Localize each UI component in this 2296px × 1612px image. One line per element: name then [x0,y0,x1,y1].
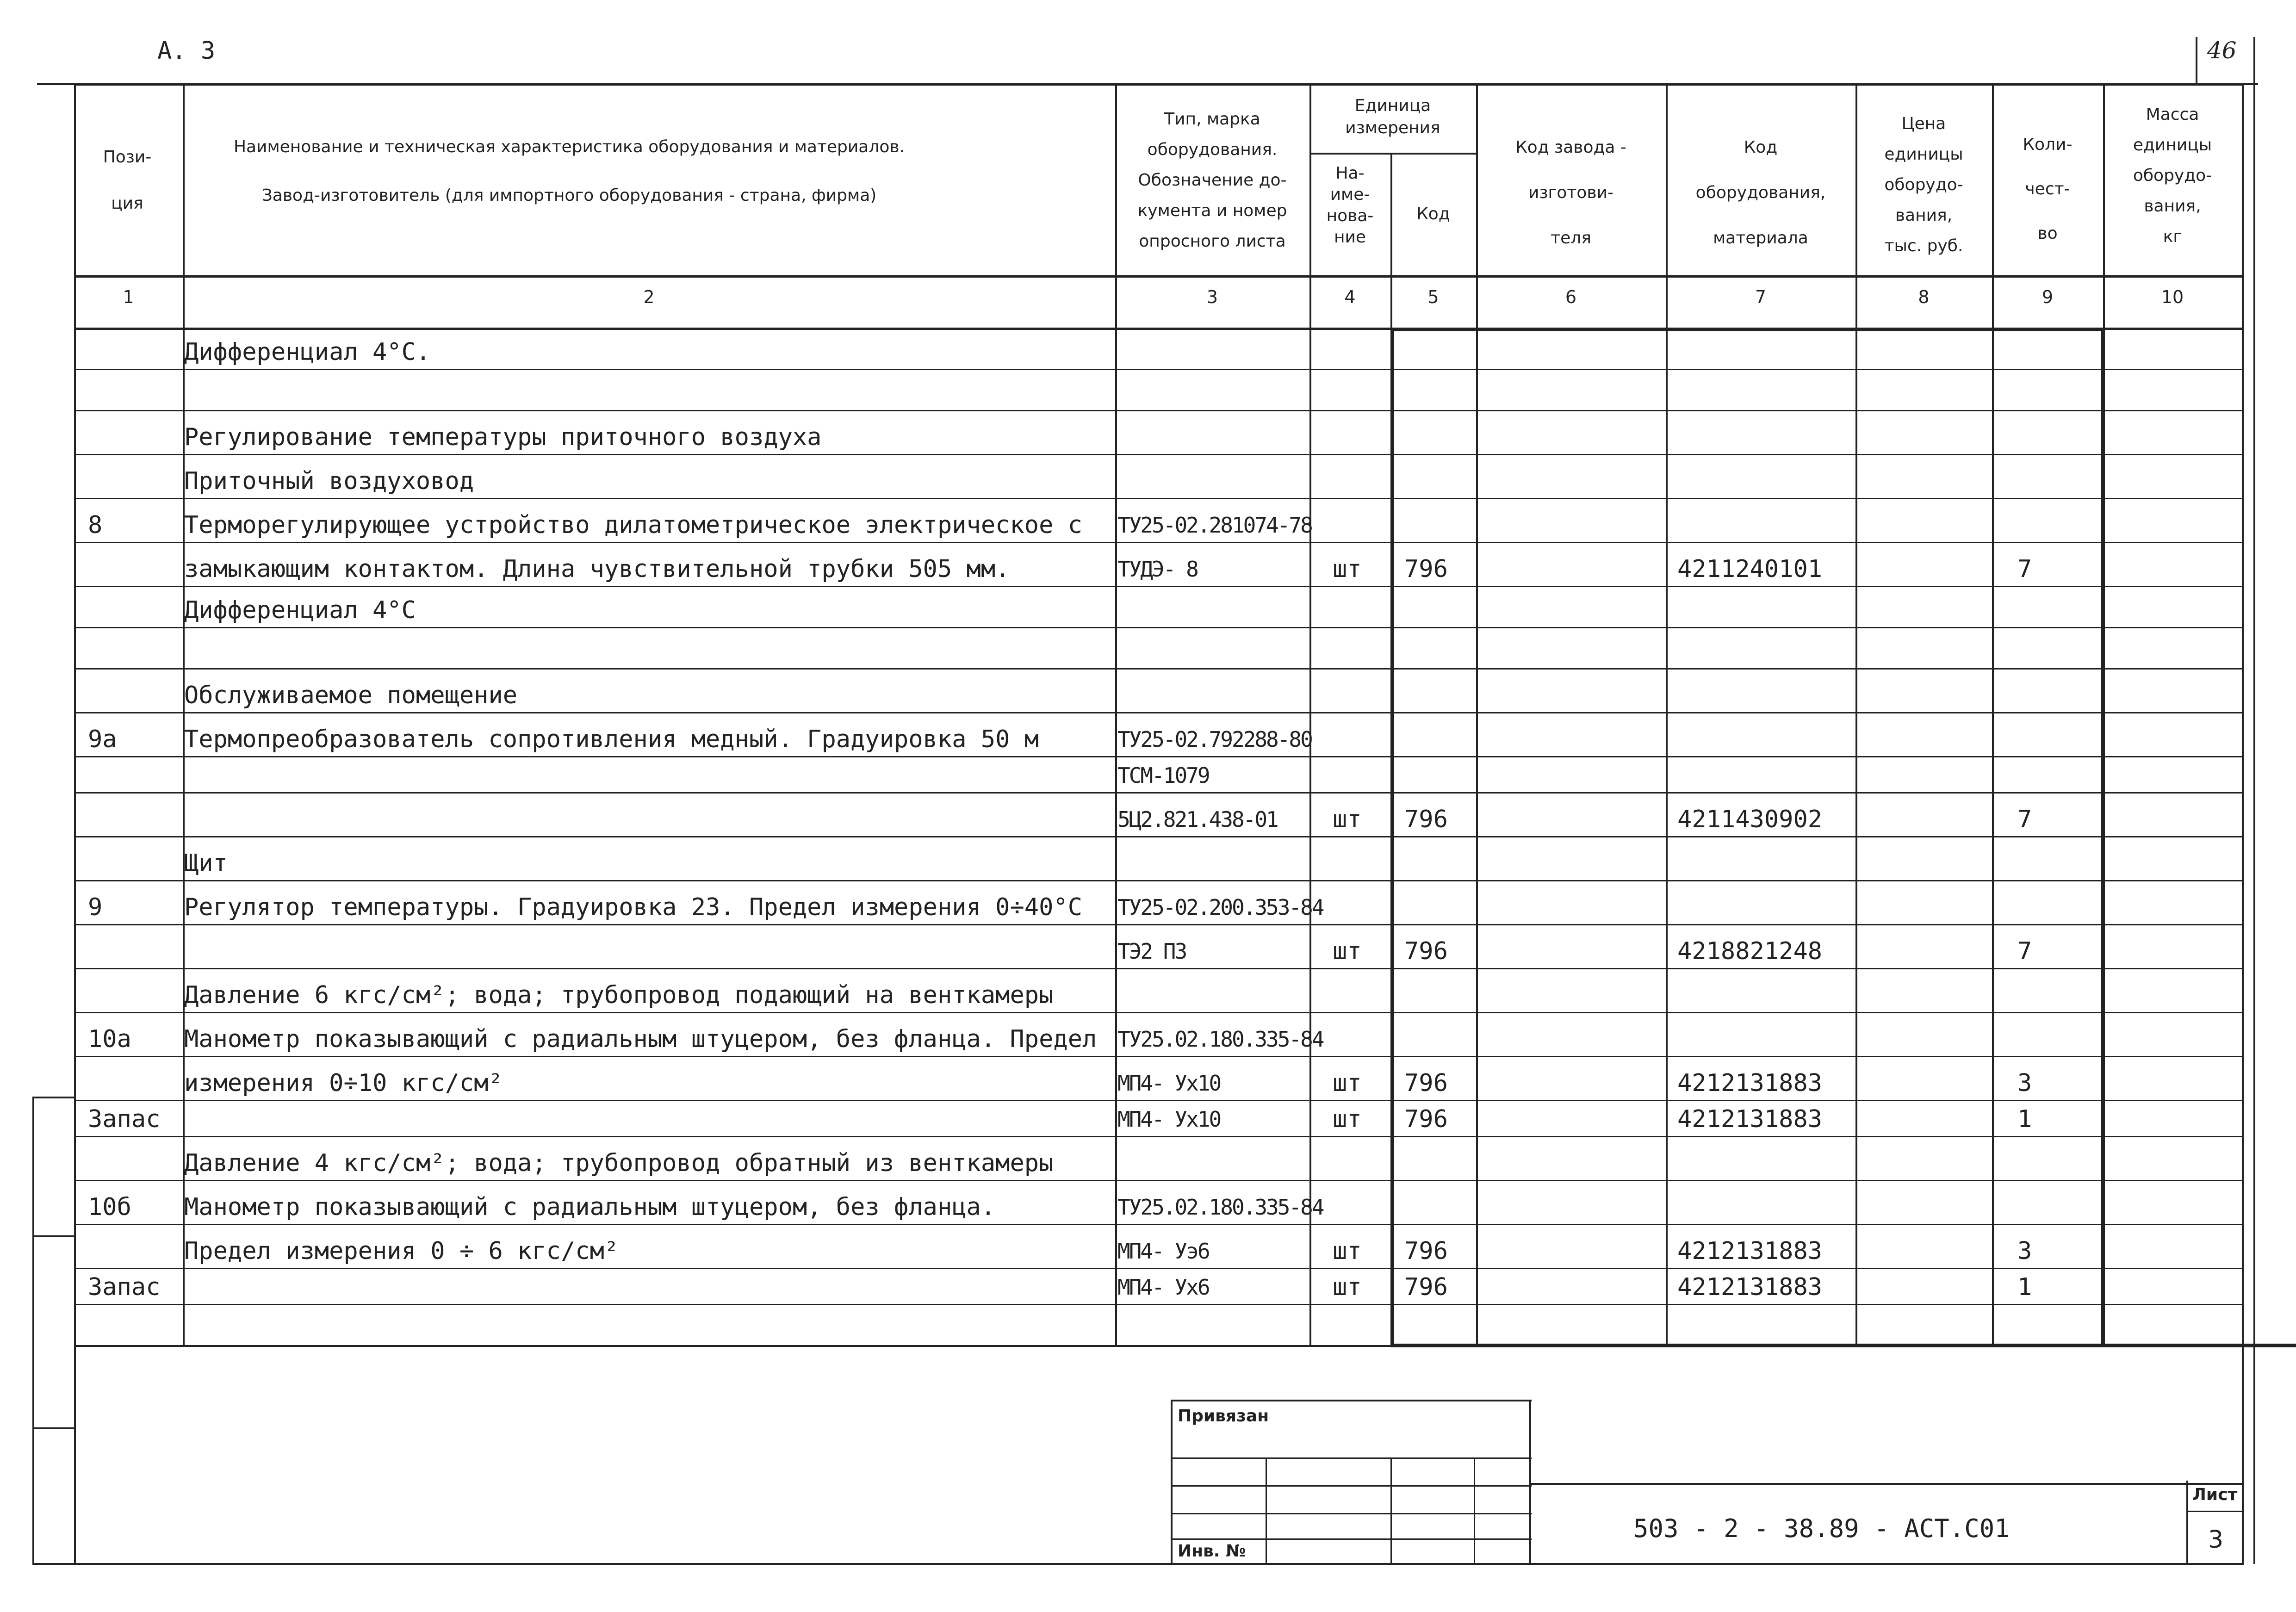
cell-quantity: 1 [2017,1105,2032,1133]
column-number: 9 [2042,287,2054,307]
cell-name: Регулятор температуры. Градуировка 23. Предел измерения 0÷40°С [184,893,1083,921]
row-rule [74,756,2242,757]
row-rule [74,880,2242,881]
margin-tick1 [32,1097,74,1098]
stamp-inv-label: Инв. № [1178,1542,1246,1561]
margin-tick3 [32,1427,74,1429]
col-rule [1666,83,1668,1345]
col-rule [1855,83,1857,1345]
row-rule [74,668,2242,670]
cell-name: Дифференциал 4°С [184,596,416,624]
column-number: 7 [1755,287,1767,307]
row-rule [74,836,2242,837]
margin-tick2 [32,1235,74,1237]
cell-type: 5Ц2.821.438-01 [1117,807,1278,832]
row-rule [74,454,2242,455]
cell-type: МП4- Ух6 [1117,1275,1209,1300]
row-rule [74,542,2242,543]
cell-unit: шт [1333,806,1362,833]
cell-equipment-code: 4212131883 [1677,1069,1823,1097]
cell-quantity: 3 [2017,1069,2032,1097]
stamp-h4 [1171,1538,1532,1540]
header-unit-code: Код [1416,205,1450,223]
header-unit: Единица измерения [1345,96,1440,137]
cell-type: ТЭ2 П3 [1117,939,1186,964]
stamp-v3 [1474,1457,1475,1564]
header-factory-code: Код завода - изготови- теля [1515,138,1626,248]
cell-name: Манометр показывающий с радиальным штуцером, без фланца. [184,1193,996,1221]
cell-unit: шт [1333,1069,1362,1097]
cell-unit-code: 796 [1404,1105,1448,1133]
column-number: 6 [1565,287,1577,307]
cell-position: Запас [88,1273,161,1301]
row-rule [74,1012,2242,1013]
cell-name: Дифференциал 4°С. [184,338,431,366]
cell-type: ТУ25-02.792288-80 [1117,727,1312,752]
row-rule [74,924,2242,925]
cell-unit: шт [1333,1237,1362,1265]
cell-equipment-code: 4212131883 [1677,1273,1823,1301]
stamp-h3 [1171,1513,1532,1514]
row-rule [74,1136,2242,1137]
cell-type: ТУ25-02.281074-78 [1117,513,1312,538]
cell-name: Обслуживаемое помещение [184,682,518,709]
cell-unit-code: 796 [1404,937,1448,965]
cell-position: 8 [88,511,103,539]
sheetbox-mid [2186,1511,2244,1512]
cell-type: ТУ25.02.180.335-84 [1117,1195,1323,1220]
row-rule [74,1056,2242,1057]
row-rule [74,498,2242,499]
stamp-bound-label: Привязан [1178,1407,1269,1426]
cell-type: ТУДЭ- 8 [1117,557,1198,582]
cell-equipment-code: 4211240101 [1677,555,1823,583]
column-number: 8 [1918,287,1930,307]
unit-subhead [1309,153,1476,155]
cell-unit: шт [1333,555,1362,583]
row-rule [74,586,2242,587]
col-rule [1115,83,1117,1345]
cell-name: Давление 6 кгс/см²; вода; трубопровод подающий на венткамеры [184,981,1054,1009]
header-quantity: Коли- чест- во [2023,135,2073,243]
row-rule [74,1268,2242,1269]
stamp-top [1171,1400,1532,1401]
header-price: Цена единицы оборудо- вания, тыс. руб. [1884,114,1963,255]
pagebox-right [2253,37,2255,1564]
cell-equipment-code: 4212131883 [1677,1105,1823,1133]
row-rule [74,792,2242,794]
col-rule [74,83,76,1345]
header-mass: Масса единицы оборудо- вания, кг [2133,105,2212,246]
cell-name: Терморегулирующее устройство дилатометрическое электрическое с [184,511,1083,539]
cell-position: 10б [88,1193,131,1221]
cell-name: измерения 0÷10 кгс/см² [184,1069,503,1097]
table-top [74,83,2242,86]
cell-unit-code: 796 [1404,1069,1448,1097]
row-rule [74,410,2242,411]
stamp-v1 [1266,1457,1267,1564]
cell-name: Термопреобразователь сопротивления медный. Градуировка 50 м [184,725,1039,753]
cell-equipment-code: 4211430902 [1677,806,1823,833]
margin-left [32,1097,34,1564]
row-rule [74,1304,2242,1305]
cell-position: 9а [88,725,117,753]
row-rule [74,968,2242,969]
frame-bottom [32,1563,2244,1565]
header-name-line1: Наименование и техническая характеристика оборудования и материалов. [233,137,905,156]
row-rule [74,712,2242,713]
cell-name: Манометр показывающий с радиальным штуцером, без фланца. Предел [184,1025,1097,1053]
cell-equipment-code: 4218821248 [1677,937,1823,965]
column-number: 4 [1344,287,1356,307]
header-unit-name: На- име- нова- ние [1326,164,1374,247]
cell-name: Приточный воздуховод [184,467,474,495]
cell-type: ТУ25.02.180.335-84 [1117,1027,1323,1052]
sheet-number: 3 [2208,1526,2224,1554]
bold-left [1390,328,1394,1345]
cell-quantity: 7 [2017,806,2032,833]
row-rule [74,1224,2242,1225]
cell-name: Регулирование температуры приточного воздуха [184,423,822,451]
cell-quantity: 1 [2017,1273,2032,1301]
cell-quantity: 3 [2017,1237,2032,1265]
cell-type: ТСМ-1079 [1117,763,1209,788]
cell-quantity: 7 [2017,937,2032,965]
cell-name: замыкающим контактом. Длина чувствительной трубки 505 мм. [184,555,1010,583]
column-number: 2 [643,287,655,307]
cell-name: Предел измерения 0 ÷ 6 кгс/см² [184,1237,619,1265]
header-position: Пози- ция [103,148,152,213]
header-bottom [74,275,2242,278]
sheetbox-left [2186,1481,2188,1564]
bold-top [1390,328,2104,331]
col-rule [2242,83,2244,1345]
frame-left [74,1345,76,1564]
cell-quantity: 7 [2017,555,2032,583]
bold-right [2101,328,2104,1345]
cell-unit-code: 796 [1404,1273,1448,1301]
cell-equipment-code: 4212131883 [1677,1237,1823,1265]
col-rule [1309,83,1311,1345]
cell-type: МП4- Ух10 [1117,1107,1221,1132]
bold-bottom [1390,1344,2296,1347]
sheet-ref: А. 3 [157,37,216,65]
row-rule [74,1100,2242,1101]
cell-unit-code: 796 [1404,555,1448,583]
cell-unit-code: 796 [1404,806,1448,833]
cell-position: Запас [88,1105,161,1133]
titleblock-top [1529,1483,2244,1485]
cell-unit-code: 796 [1404,1237,1448,1265]
cell-position: 9 [88,893,103,921]
header-equipment-code: Код оборудования, материала [1695,138,1826,248]
column-number: 3 [1206,287,1218,307]
cell-unit: шт [1333,1105,1362,1133]
row-rule [74,1180,2242,1181]
doc-code: 503 - 2 - 38.89 - АСТ.С01 [1633,1514,2010,1543]
sheet-label: Лист [2192,1485,2238,1504]
column-number: 1 [123,287,134,307]
row-rule [74,627,2242,628]
cell-position: 10а [88,1025,131,1053]
stamp-v2 [1390,1457,1392,1564]
cell-type: МП4- Ух10 [1117,1071,1221,1096]
header-name-line2: Завод-изготовитель (для импортного оборудования - страна, фирма) [261,186,877,205]
cell-unit: шт [1333,1273,1362,1301]
pagebox-left [2196,37,2197,83]
frame-right [2242,1345,2244,1564]
page-number-hand: 46 [2207,37,2237,64]
cell-type: МП4- Уэ6 [1117,1239,1209,1264]
header-type: Тип, марка оборудования. Обозначение до- кумента и номер опросного листа [1137,110,1287,251]
cell-unit: шт [1333,937,1362,965]
column-number: 5 [1427,287,1439,307]
col-rule [1992,83,1994,1345]
cell-name: Давление 4 кгс/см²; вода; трубопровод обратный из венткамеры [184,1149,1054,1177]
cell-type: ТУ25-02.200.353-84 [1117,895,1323,920]
stamp-h1 [1171,1457,1532,1459]
col-rule [1476,83,1478,1345]
column-number: 10 [2161,287,2184,307]
row-rule [74,369,2242,370]
cell-name: Щит [184,849,228,877]
stamp-h2 [1171,1485,1532,1487]
